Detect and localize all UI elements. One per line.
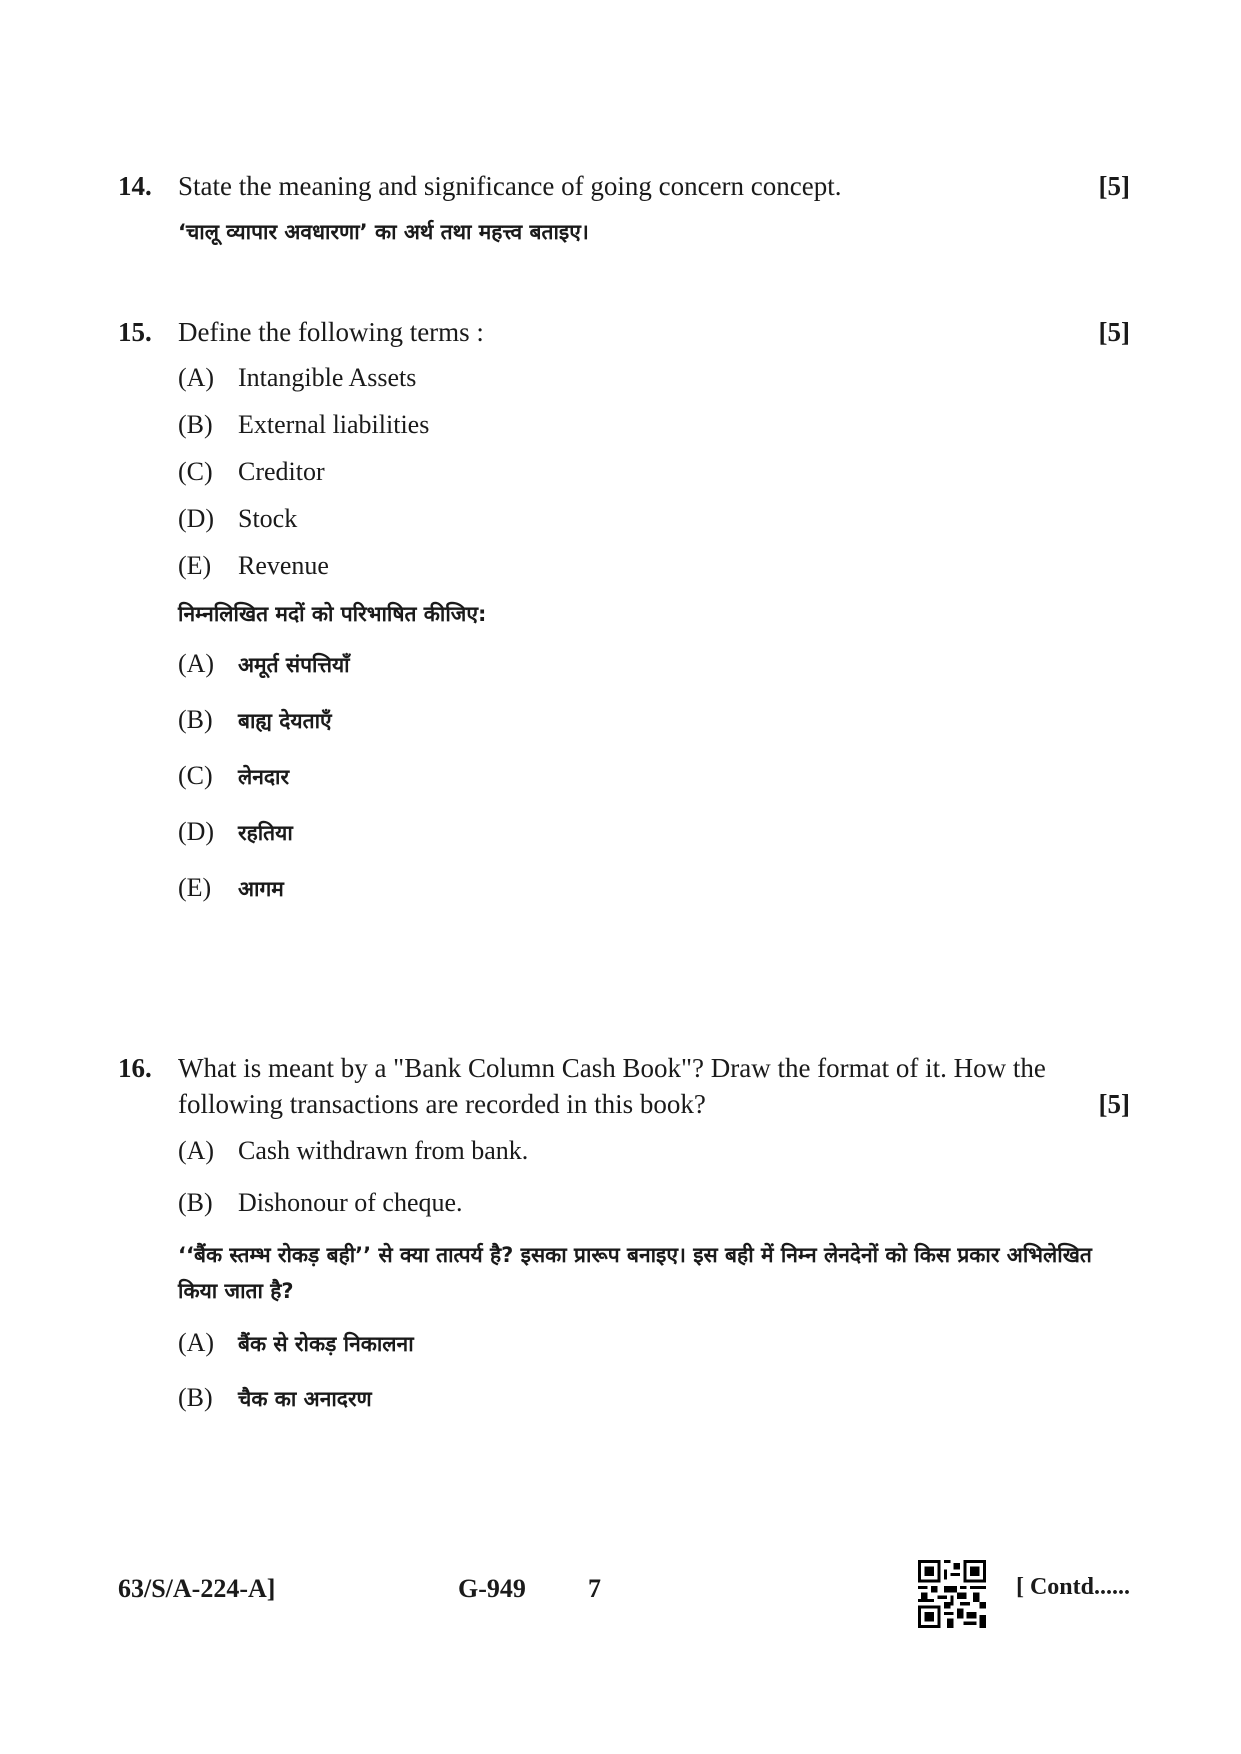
hindi-option-b <box>178 1380 1130 1417</box>
hindi-option-d <box>178 814 1130 851</box>
page-number: 7 <box>588 1574 601 1603</box>
option-label: (E) <box>178 873 212 902</box>
option-label: (D) <box>178 504 215 533</box>
question-16 <box>118 1050 1130 1417</box>
continued-label: [ Contd...... <box>1015 1574 1130 1600</box>
option-text: Stock <box>238 504 298 533</box>
option-a <box>178 1133 1130 1169</box>
page-footer <box>118 1560 1130 1630</box>
question-hindi-text: ‘चालू व्यापार अवधारणा’ का अर्थ तथा महत्त्व बताइए। <box>178 220 589 244</box>
option-label: (C) <box>178 761 213 790</box>
option-text: External liabilities <box>238 410 430 439</box>
option-text: आगम <box>238 877 284 901</box>
hindi-option-b <box>178 702 1130 739</box>
question-14-row <box>118 168 1130 204</box>
option-d <box>178 501 1130 537</box>
option-b <box>178 1185 1130 1221</box>
option-label: (B) <box>178 705 213 734</box>
question-text-line-2 <box>178 1086 1130 1122</box>
option-label: (A) <box>178 363 215 392</box>
question-marks: [5] <box>1098 171 1130 201</box>
option-label: (A) <box>178 1136 215 1165</box>
question-hindi-text: निम्नलिखित मदों को परिभाषित कीजिए: <box>178 602 487 626</box>
question-marks: [5] <box>1098 1089 1130 1119</box>
question-14 <box>118 168 1130 250</box>
option-label: (A) <box>178 1328 215 1357</box>
option-text: Creditor <box>238 457 325 486</box>
question-marks: [5] <box>1098 317 1130 347</box>
option-text: अमूर्त संपत्तियाँ <box>238 653 350 677</box>
option-label: (B) <box>178 1188 213 1217</box>
question-16-row <box>118 1050 1130 1122</box>
option-label: (A) <box>178 649 215 678</box>
option-label: (B) <box>178 410 213 439</box>
question-number: 16. <box>118 1053 152 1083</box>
hindi-option-a <box>178 1325 1130 1362</box>
question-number: 15. <box>118 317 152 347</box>
paper-code: 63/S/A-224-A] <box>118 1574 276 1603</box>
option-c <box>178 454 1130 490</box>
question-text: following transactions are recorded in this book? <box>178 1089 706 1119</box>
option-a <box>178 360 1130 396</box>
option-text: लेनदार <box>238 765 290 789</box>
option-text: Cash withdrawn from bank. <box>238 1136 529 1165</box>
qr-code-icon <box>918 1560 986 1628</box>
question-15 <box>118 314 1130 907</box>
hindi-option-c <box>178 758 1130 795</box>
option-label: (D) <box>178 817 215 846</box>
option-label: (B) <box>178 1383 213 1412</box>
series-code: G-949 <box>458 1574 526 1603</box>
hindi-option-e <box>178 870 1130 907</box>
question-hindi-text: ‘‘बैंक स्तम्भ रोकड़ बही’’ से क्या तात्पर्य है? इसका प्रारूप बनाइए। इस बही में निम्न लेनदेनों को किस प्रकार अभिलेखित किया जाता है? <box>178 1243 1092 1303</box>
option-text: Revenue <box>238 551 329 580</box>
option-text: रहतिया <box>238 821 293 845</box>
hindi-option-a <box>178 646 1130 683</box>
option-e <box>178 548 1130 584</box>
question-text: Define the following terms : <box>178 317 484 347</box>
option-text: बाह्य देयताएँ <box>238 709 332 733</box>
option-label: (C) <box>178 457 213 486</box>
option-label: (E) <box>178 551 212 580</box>
question-text: State the meaning and significance of going concern concept. <box>178 171 842 201</box>
question-15-row <box>118 314 1130 350</box>
question-text-line-1: What is meant by a "Bank Column Cash Book"? Draw the format of it. How the <box>178 1053 1046 1083</box>
question-number: 14. <box>118 171 152 201</box>
option-text: चैक का अनादरण <box>238 1387 372 1411</box>
option-b <box>178 407 1130 443</box>
option-text: Intangible Assets <box>238 363 417 392</box>
option-text: Dishonour of cheque. <box>238 1188 463 1217</box>
option-text: बैंक से रोकड़ निकालना <box>238 1332 414 1356</box>
